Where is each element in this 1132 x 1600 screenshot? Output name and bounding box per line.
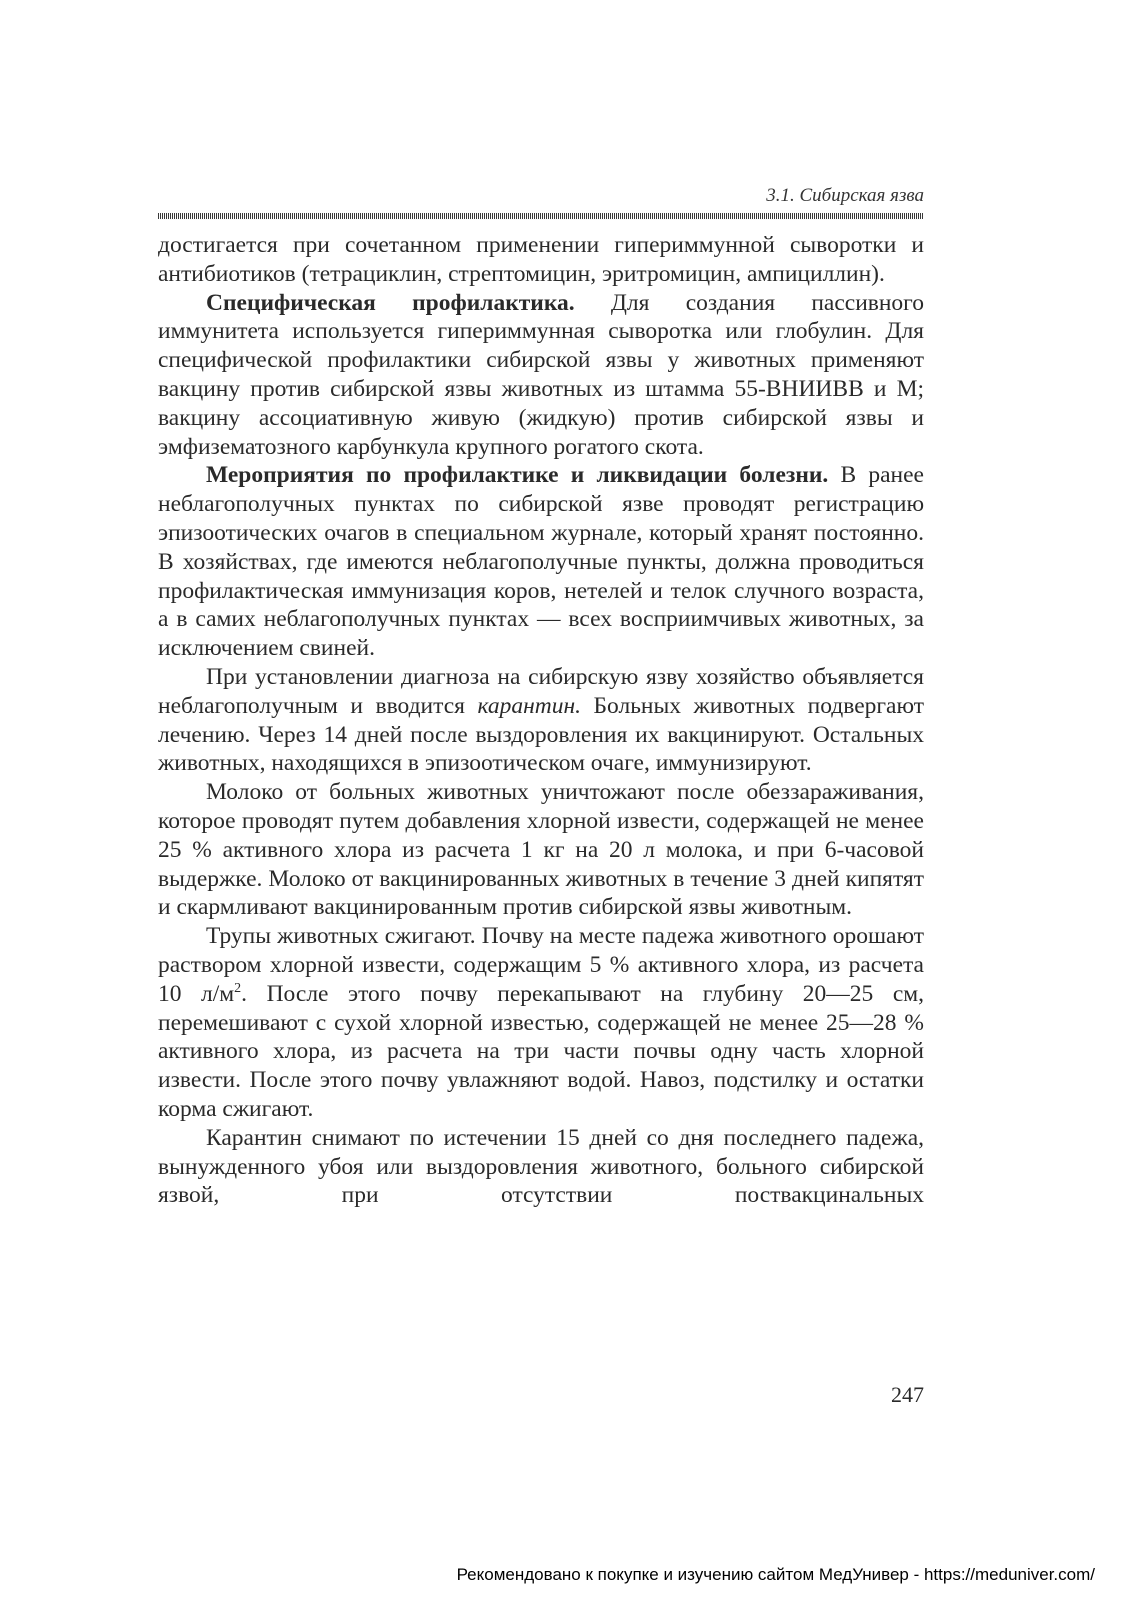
running-title: 3.1. Сибирская язва — [766, 185, 924, 206]
superscript: 2 — [234, 980, 242, 996]
page-body — [158, 231, 924, 1210]
paragraph-text: Больных животных подвергают лечению. Через 14 дней после выздоровления их вакцинируют. Остальных животных, находящихся в эпизоотическом очаге, иммунизируют. — [158, 692, 924, 777]
footer-note: Рекомендовано к покупке и изучению сайтом МедУнивер - https://meduniver.com/ — [456, 1565, 1095, 1584]
paragraph-milk: Молоко от больных животных уничтожают после обеззараживания, которое проводят путем добавления хлорной извести, содержащей не менее 25 % активного хлора из расчета 1 кг на 20 л молока, и при 6-часовой выдержке. Молоко от вакцинированных животных в течение 3 дней кипятят и скармливают вакцинированным против сибирской язвы животным. — [158, 779, 924, 921]
paragraph-text: Для создания пассивного иммунитета используется гипериммунная сыворотка или глобулин. Для специфической профилактики сибирской язвы у животных применяют вакцину против сибирской язвы животных из штамма 55-ВНИИВВ и М; вакцину ассоциативную живую (жидкую) против сибирской язвы и эмфизематозного карбункула крупного рогатого скота. — [158, 289, 924, 460]
page-number: 247 — [891, 1382, 924, 1407]
paragraph-text: В ранее неблагополучных пунктах по сибирской язве проводят регистрацию эпизоотических очагов в специальном журнале, который хранят постоянно. В хозяйствах, где имеются неблагополучные пункты, должна проводиться профилактическая иммунизация коров, нетелей и телок случного возраста, а в самих неблагополучных пунктах — всех восприимчивых животных, за исключением свиней. — [158, 462, 924, 662]
paragraph-text: . После этого почву перекапывают на глубину 20—25 см, перемешивают с сухой хлорной известью, содержащей не менее 25—28 % активного хлора, из расчета на три части почвы одну часть хлорной извести. После этого почву увлажняют водой. Навоз, подстилку и остатки корма сжигают. — [158, 980, 924, 1122]
paragraph-carcasses — [158, 922, 924, 1124]
paragraph-measures — [158, 461, 924, 663]
section-heading-specific-prophylaxis: Специфическая профилактика. — [206, 289, 575, 316]
paragraph-quarantine-lift: Карантин снимают по истечении 15 дней со дня последнего падежа, вынужденного убоя или выздоровления животного, больного сибирской язвой, при отсутствии поствакцинальных — [158, 1124, 924, 1209]
paragraph-text: При установлении диагноза на сибирскую язву хозяйство объявляется неблагополучным и вводится — [158, 663, 924, 719]
paragraph-quarantine — [158, 663, 924, 778]
italic-term-quarantine: карантин. — [477, 692, 582, 719]
header-rule — [158, 213, 924, 219]
paragraph-text: Трупы животных сжигают. Почву на месте падежа животного орошают раствором хлорной извести, содержащим 5 % активного хлора, из расчета 10 л/м — [158, 923, 924, 1007]
paragraph-specific-prophylaxis — [158, 289, 924, 462]
section-heading-measures: Мероприятия по профилактике и ликвидации болезни. — [206, 462, 829, 489]
paragraph-continuation: достигается при сочетанном применении гипериммунной сыворотки и антибиотиков (тетрациклин, стрептомицин, эритромицин, ампициллин). — [158, 232, 924, 287]
